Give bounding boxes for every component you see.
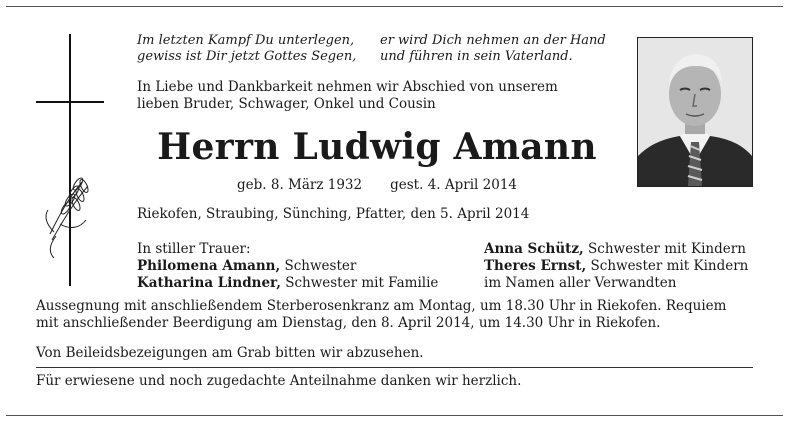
portrait-illustration xyxy=(638,38,752,186)
service-line: Aussegnung mit anschließendem Sterberosenkranz am Montag, um 18.30 Uhr in Riekofen. Requiem xyxy=(36,298,727,314)
poem-left xyxy=(137,33,377,65)
mourners-heading: In stiller Trauer: xyxy=(137,241,251,257)
intro-line: In Liebe und Dankbarkeit nehmen wir Abschied von unserem xyxy=(137,79,558,95)
intro-line: lieben Bruder, Schwager, Onkel und Cousin xyxy=(137,96,436,112)
mourners-right xyxy=(484,241,748,292)
mourner-name: Philomena Amann, xyxy=(137,258,281,274)
mourner-entry xyxy=(137,258,438,275)
poem-line: er wird Dich nehmen an der Hand xyxy=(380,33,606,48)
mourner-relation: Schwester mit Familie xyxy=(280,275,439,291)
mourner-entry xyxy=(484,275,748,292)
mourner-name: Theres Ernst, xyxy=(484,258,587,274)
poem-line: gewiss ist Dir jetzt Gottes Segen, xyxy=(137,49,357,64)
life-dates xyxy=(137,176,617,194)
deceased-name: Herrn Ludwig Amann xyxy=(157,126,597,168)
mourner-relation: Schwester xyxy=(280,258,357,274)
intro-text xyxy=(137,79,617,113)
service-line: mit anschließender Beerdigung am Dienstag, den 8. April 2014, um 14.30 Uhr in Riekofen. xyxy=(36,315,661,331)
poem-line: Im letzten Kampf Du unterlegen, xyxy=(137,33,355,48)
divider xyxy=(36,367,753,368)
mourner-entry xyxy=(484,258,748,275)
birth-date: geb. 8. März 1932 xyxy=(237,177,363,193)
mourners-left xyxy=(137,241,438,292)
mourner-relation: Schwester mit Kindern xyxy=(583,241,746,257)
mourner-entry xyxy=(137,275,438,292)
death-date: gest. 4. April 2014 xyxy=(390,177,517,193)
mourner-name: Katharina Lindner, xyxy=(137,275,281,291)
thanks-note: Für erwiesene und noch zugedachte Anteilnahme danken wir herzlich. xyxy=(36,373,522,389)
portrait-photo xyxy=(637,37,753,187)
place-date: Riekofen, Straubing, Sünching, Pfatter, den 5. April 2014 xyxy=(137,206,530,222)
mourner-name: Anna Schütz, xyxy=(484,241,584,257)
mourner-relation: Schwester mit Kindern xyxy=(586,258,749,274)
mourner-relation: im Namen aller Verwandten xyxy=(484,275,677,291)
condolences-note: Von Beileidsbezeigungen am Grab bitten wir abzusehen. xyxy=(36,345,424,361)
poem-line: und führen in sein Vaterland. xyxy=(380,49,573,64)
service-info xyxy=(36,298,756,332)
cross-with-wheat-icon xyxy=(30,34,110,286)
mourner-entry xyxy=(484,241,748,258)
poem-right xyxy=(380,33,620,65)
